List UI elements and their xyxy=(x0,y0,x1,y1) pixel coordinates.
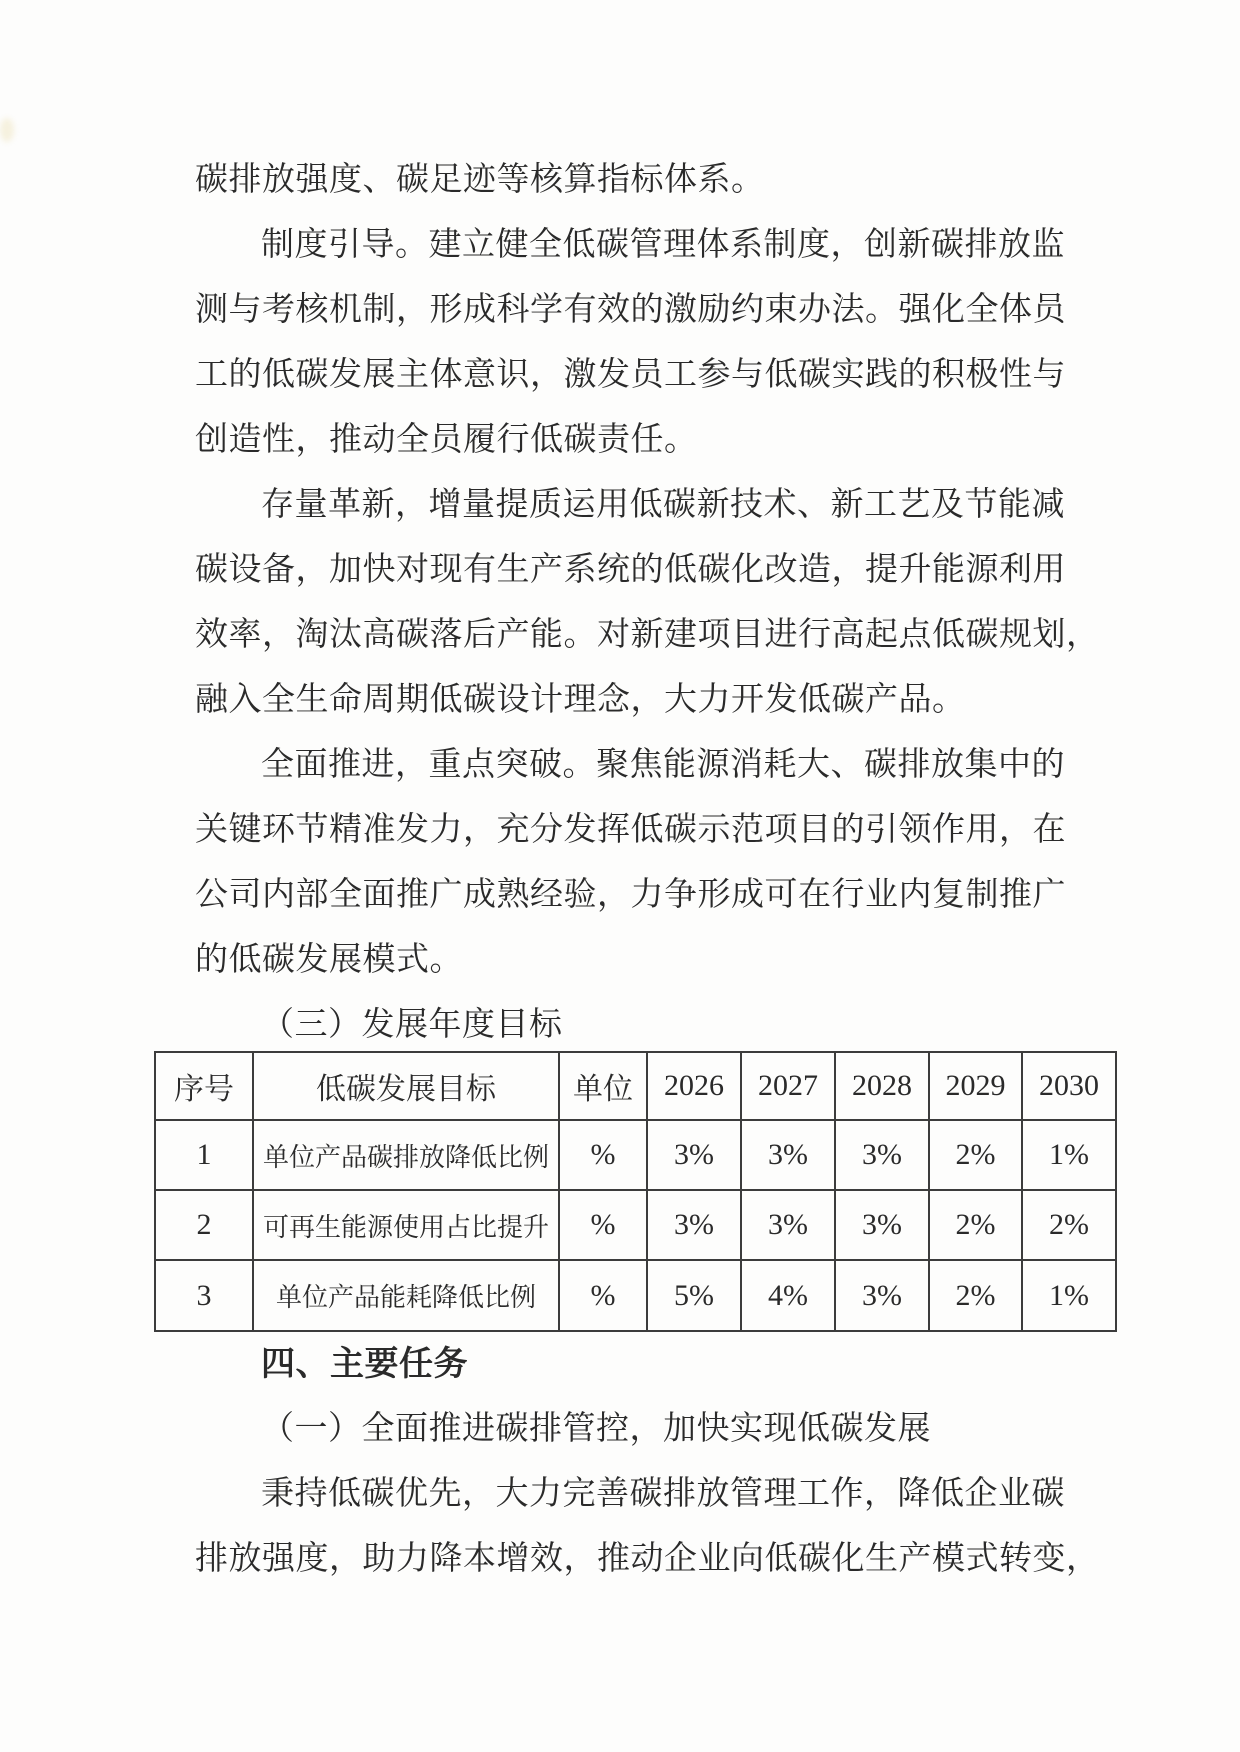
table-cell: 3% xyxy=(835,1260,929,1331)
text-line: 融入全生命周期低碳设计理念，大力开发低碳产品。 xyxy=(195,682,966,718)
table-header-cell: 低碳发展目标 xyxy=(253,1052,559,1120)
table-cell: 1 xyxy=(155,1120,253,1190)
table-cell: % xyxy=(559,1260,647,1331)
task-subheading: （一）全面推进碳排管控，加快实现低碳发展 xyxy=(261,1411,931,1447)
text-line: 制度引导。建立健全低碳管理体系制度，创新碳排放监 xyxy=(261,227,1065,263)
table-header-cell: 2028 xyxy=(835,1052,929,1120)
table-cell: 3% xyxy=(741,1190,835,1260)
table-cell: 3% xyxy=(647,1190,741,1260)
table-cell: 3% xyxy=(835,1190,929,1260)
text-line: 存量革新，增量提质运用低碳新技术、新工艺及节能减 xyxy=(261,487,1065,523)
table-cell: 3% xyxy=(835,1120,929,1190)
text-line: 工的低碳发展主体意识，激发员工参与低碳实践的积极性与 xyxy=(195,357,1066,393)
scan-artifact xyxy=(0,118,14,142)
table-row xyxy=(155,1260,1116,1331)
text-line: 碳排放强度、碳足迹等核算指标体系。 xyxy=(195,162,765,198)
tasks-heading: 四、主要任务 xyxy=(261,1345,468,1383)
text-line: 排放强度，助力降本增效，推动企业向低碳化生产模式转变， xyxy=(195,1541,1100,1577)
table-cell: 3 xyxy=(155,1260,253,1331)
table-cell: % xyxy=(559,1120,647,1190)
table-row xyxy=(155,1190,1116,1260)
table-cell: % xyxy=(559,1190,647,1260)
table-cell: 3% xyxy=(741,1120,835,1190)
table-header-cell: 2026 xyxy=(647,1052,741,1120)
table-header-cell: 序号 xyxy=(155,1052,253,1120)
text-line: 碳设备，加快对现有生产系统的低碳化改造，提升能源利用 xyxy=(195,552,1066,588)
text-line: 测与考核机制，形成科学有效的激励约束办法。强化全体员 xyxy=(195,292,1066,328)
table-cell: 2% xyxy=(1022,1190,1116,1260)
table-cell: 5% xyxy=(647,1260,741,1331)
table-cell: 2% xyxy=(929,1190,1022,1260)
body-text-block xyxy=(195,148,1100,1058)
text-line: 效率，淘汰高碳落后产能。对新建项目进行高起点低碳规划， xyxy=(195,617,1100,653)
table-row xyxy=(155,1120,1116,1190)
table-header-cell: 2027 xyxy=(741,1052,835,1120)
text-line: 关键环节精准发力，充分发挥低碳示范项目的引领作用，在 xyxy=(195,812,1066,848)
text-line: 的低碳发展模式。 xyxy=(195,942,463,978)
text-line: 创造性，推动全员履行低碳责任。 xyxy=(195,422,698,458)
table-cell: 2% xyxy=(929,1120,1022,1190)
table-cell: 2 xyxy=(155,1190,253,1260)
text-line: 全面推进，重点突破。聚焦能源消耗大、碳排放集中的 xyxy=(261,747,1065,783)
table-cell: 可再生能源使用占比提升 xyxy=(253,1190,559,1260)
table-header-row xyxy=(155,1052,1116,1120)
table-cell: 1% xyxy=(1022,1260,1116,1331)
table-header-cell: 2029 xyxy=(929,1052,1022,1120)
table-cell: 单位产品碳排放降低比例 xyxy=(253,1120,559,1190)
text-line: 公司内部全面推广成熟经验，力争形成可在行业内复制推广 xyxy=(195,877,1066,913)
table-cell: 4% xyxy=(741,1260,835,1331)
table-cell: 单位产品能耗降低比例 xyxy=(253,1260,559,1331)
table-cell: 3% xyxy=(647,1120,741,1190)
text-line: 秉持低碳优先，大力完善碳排放管理工作，降低企业碳 xyxy=(261,1476,1065,1512)
tasks-text-block xyxy=(195,1332,1100,1592)
annual-goals-table xyxy=(154,1051,1117,1332)
table-header-cell: 2030 xyxy=(1022,1052,1116,1120)
table-header-cell: 单位 xyxy=(559,1052,647,1120)
table-cell: 2% xyxy=(929,1260,1022,1331)
table-cell: 1% xyxy=(1022,1120,1116,1190)
section-heading: （三）发展年度目标 xyxy=(261,1007,563,1043)
